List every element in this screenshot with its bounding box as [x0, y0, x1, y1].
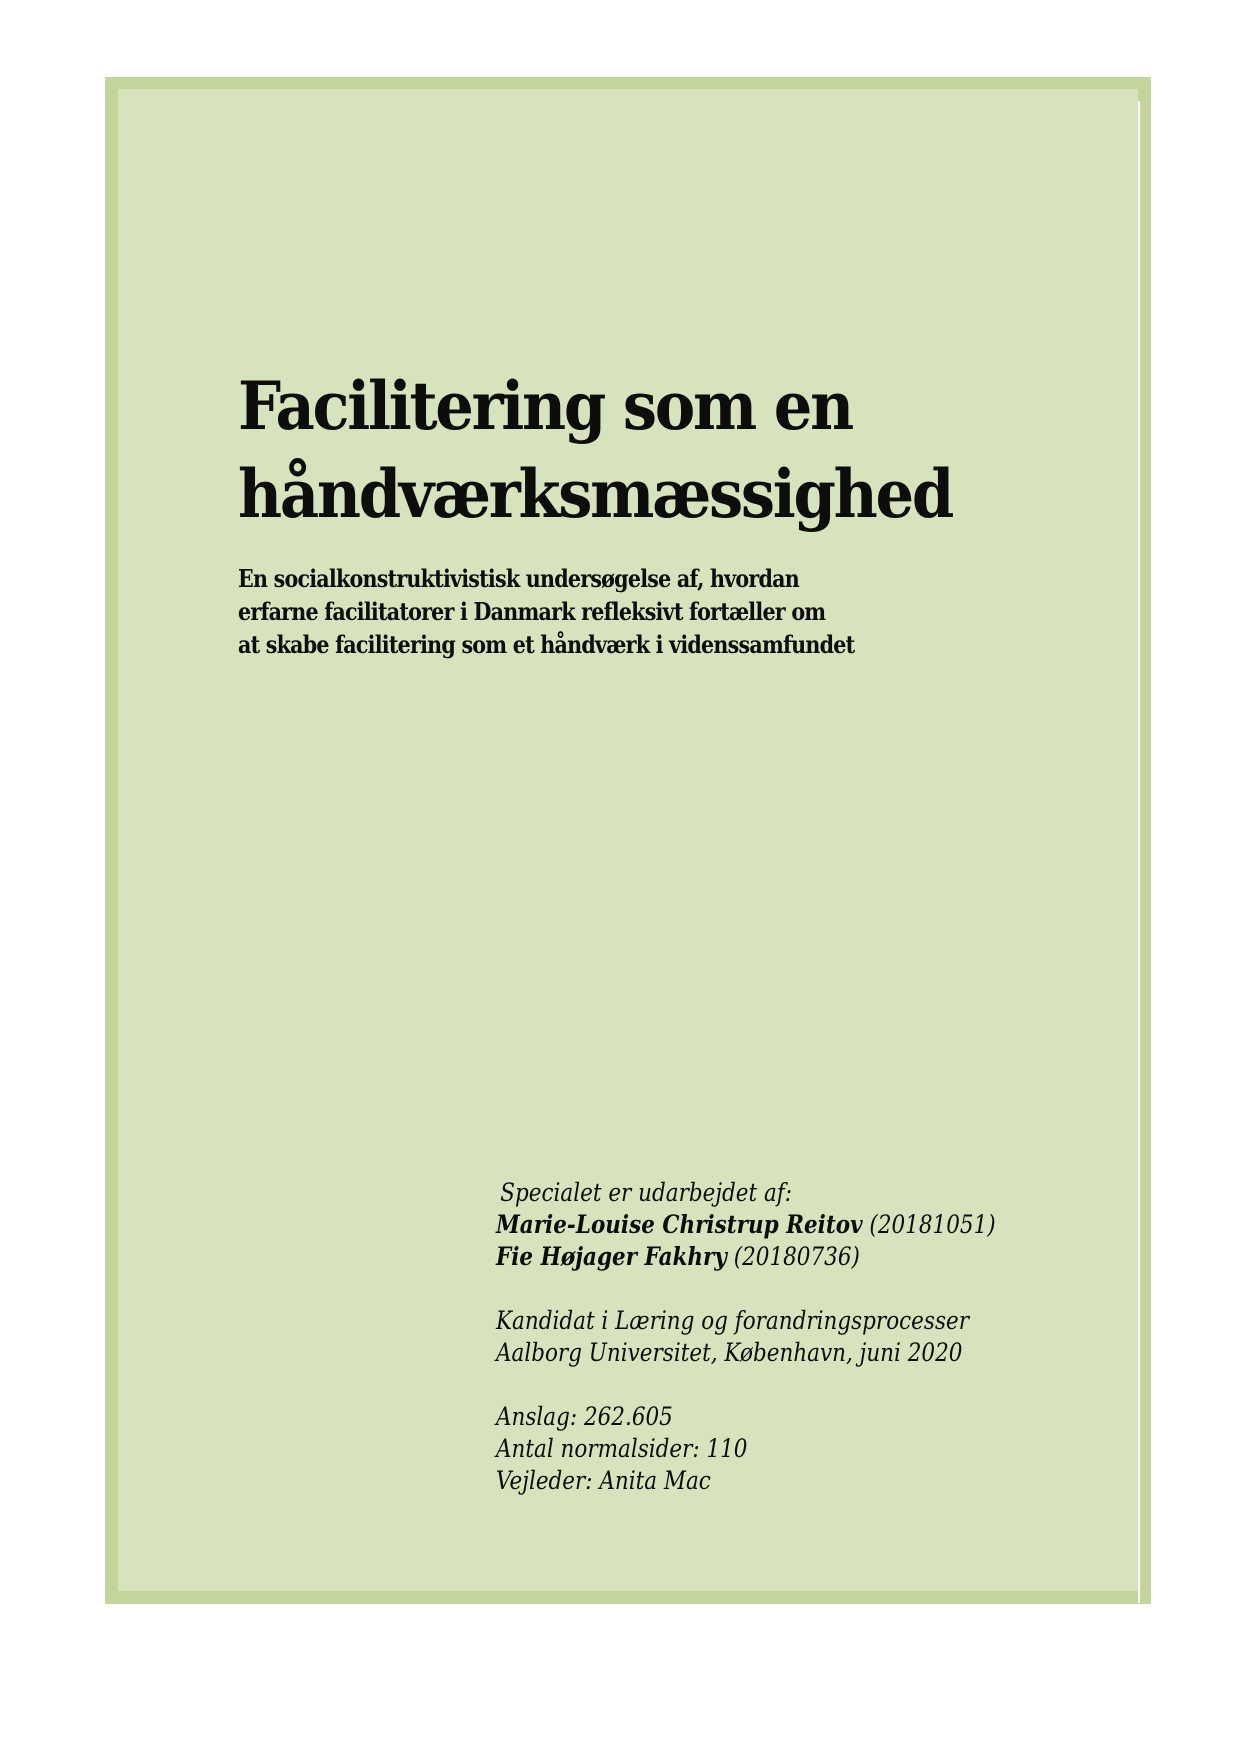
cover-frame: [105, 77, 1151, 1604]
authors-intro: Specialet er udarbejdet af:: [500, 1178, 793, 1207]
divider-line: [1138, 101, 1140, 1603]
page-count: Antal normalsider: 110: [496, 1434, 748, 1463]
author-name: Marie-Louise Christrup Reitov: [496, 1210, 863, 1239]
subtitle-line-2: erfarne facilitatorer i Danmark refleksivt fortæller om: [238, 597, 826, 626]
cover-metadata: [496, 1177, 996, 1497]
spacer: [496, 1369, 996, 1401]
document-subtitle: [238, 562, 854, 661]
author-id: (20180736): [733, 1242, 860, 1271]
title-line-2: håndværksmæssighed: [238, 455, 953, 533]
author-entry: [496, 1209, 996, 1241]
author-entry: [496, 1241, 996, 1273]
author-name: Fie Højager Fakhry: [496, 1242, 727, 1271]
subtitle-line-3: at skabe facilitering som et håndværk i videnssamfundet: [238, 630, 855, 659]
title-line-1: Facilitering som en: [238, 367, 852, 445]
cover-background: [118, 89, 1138, 1591]
subtitle-line-1: En socialkonstruktivistisk undersøgelse af, hvordan: [238, 564, 799, 593]
document-title: [238, 362, 952, 538]
author-id: (20181051): [869, 1210, 996, 1239]
spacer: [496, 1273, 996, 1305]
institution-date: Aalborg Universitet, København, juni 2020: [496, 1338, 963, 1367]
character-count: Anslag: 262.605: [496, 1402, 673, 1431]
degree-program: Kandidat i Læring og forandringsprocesser: [496, 1306, 969, 1335]
supervisor: Vejleder: Anita Mac: [496, 1466, 711, 1495]
